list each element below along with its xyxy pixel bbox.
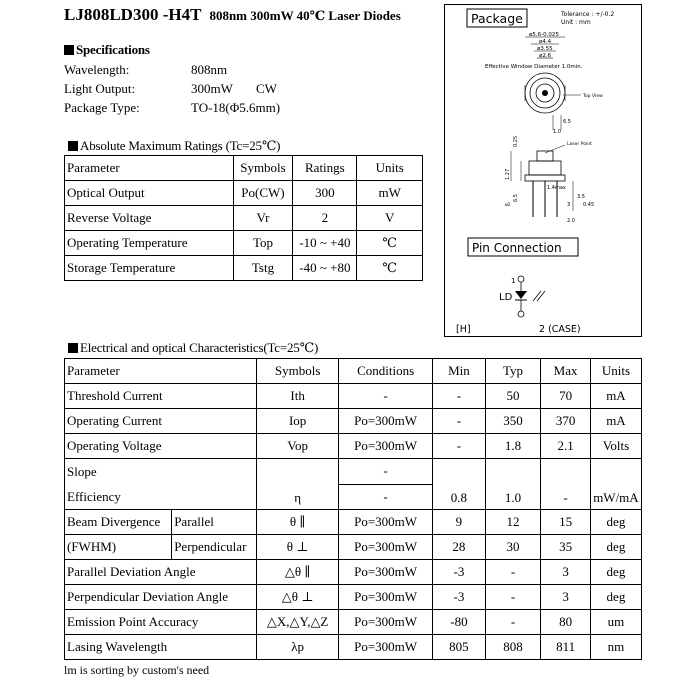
header-cell: Units [590, 359, 641, 384]
table-cell: Parallel Deviation Angle [65, 560, 257, 585]
table-cell: Emission Point Accuracy [65, 610, 257, 635]
pin-connection-label: Pin Connection [472, 241, 562, 255]
table-cell: Threshold Current [65, 384, 257, 409]
table-cell: deg [590, 585, 641, 610]
table-cell: mA [590, 409, 641, 434]
dim-label: 1.27 [505, 168, 511, 180]
table-row [65, 409, 642, 434]
spec-value-wavelength: 808nm [191, 62, 228, 77]
dim-label: ø3.55 [537, 46, 553, 52]
package-diagram [445, 5, 641, 336]
table-cell: Vr [233, 206, 293, 231]
square-bullet-icon [68, 343, 78, 353]
header-cell: Min [433, 359, 486, 384]
header-cell: Symbols [233, 156, 293, 181]
dim-label: ø5.6-0.025 [529, 32, 559, 38]
table-cell: 805 [433, 635, 486, 660]
table-cell: Lasing Wavelength [65, 635, 257, 660]
table-row [65, 181, 423, 206]
table-cell: nm [590, 635, 641, 660]
table-row [65, 459, 642, 485]
dim-label: ø2.6 [539, 53, 552, 59]
table-cell: △θ ∥ [257, 560, 339, 585]
table-cell: Vop [257, 434, 339, 459]
table-cell: 3 [541, 585, 591, 610]
table-cell: 0.8 [433, 459, 486, 510]
top-view-drawing [525, 73, 603, 113]
table-cell: -3 [433, 585, 486, 610]
table-cell: - [339, 459, 433, 485]
table-cell: um [590, 610, 641, 635]
header-cell: Parameter [65, 359, 257, 384]
table-cell: Po(CW) [233, 181, 293, 206]
table-cell: Po=300mW [339, 585, 433, 610]
page-title [64, 5, 401, 25]
window-note: Effective Window Diameter 1.0min. [485, 64, 583, 70]
electrical-table [64, 358, 642, 660]
table-cell: deg [590, 560, 641, 585]
table-cell: Tstg [233, 256, 293, 281]
table-cell: Po=300mW [339, 635, 433, 660]
table-cell: V [357, 206, 423, 231]
dim-label: 6.5 [513, 194, 519, 202]
dim-label: 1.0 [553, 129, 561, 135]
spec-label-package-type: Package Type: [64, 100, 140, 115]
header-cell: Parameter [65, 156, 234, 181]
table-cell: (FWHM) [65, 535, 172, 560]
table-cell: - [339, 484, 433, 510]
table-cell: △X,△Y,△Z [257, 610, 339, 635]
laser-diode-symbol [515, 276, 545, 317]
dim-label: 3 [567, 202, 571, 208]
product-title: LJ808LD300 -H4T [64, 5, 202, 24]
table-header-row [65, 156, 423, 181]
table-cell: Optical Output [65, 181, 234, 206]
product-subtitle: 808nm 300mW 40℃ Laser Diodes [209, 8, 401, 23]
table-row [65, 585, 642, 610]
table-row [65, 510, 642, 535]
table-cell: 35 [541, 535, 591, 560]
table-cell: △θ ⊥ [257, 585, 339, 610]
table-cell: mW [357, 181, 423, 206]
table-cell: Storage Temperature [65, 256, 234, 281]
table-cell: 811 [541, 635, 591, 660]
table-cell: Top [233, 231, 293, 256]
table-cell: Po=300mW [339, 409, 433, 434]
table-cell: Perpendicular [172, 535, 257, 560]
table-cell: Parallel [172, 510, 257, 535]
table-cell: 70 [541, 384, 591, 409]
dim-label: 0.45 [583, 202, 595, 208]
table-cell: -80 [433, 610, 486, 635]
header-cell: Max [541, 359, 591, 384]
header-cell: Conditions [339, 359, 433, 384]
table-cell: Po=300mW [339, 535, 433, 560]
pin-1-label: 1 [511, 277, 516, 285]
table-cell: 12 [485, 510, 541, 535]
table-cell: θ ∥ [257, 510, 339, 535]
slope-label: Slope [67, 464, 97, 479]
table-cell: ℃ [357, 231, 423, 256]
table-cell: Po=300mW [339, 434, 433, 459]
table-cell: Perpendicular Deviation Angle [65, 585, 257, 610]
table-cell: 2.1 [541, 434, 591, 459]
table-cell: 3 [541, 560, 591, 585]
table-cell: - [433, 434, 486, 459]
table-cell: - [485, 585, 541, 610]
dim-label: ø4.4 [539, 39, 552, 45]
table-cell: -3 [433, 560, 486, 585]
table-cell: 1.8 [485, 434, 541, 459]
table-row [65, 535, 642, 560]
top-view-label: Top View [583, 94, 603, 99]
table-cell: 9 [433, 510, 486, 535]
abs-max-table [64, 155, 423, 281]
table-cell: ℃ [357, 256, 423, 281]
table-cell: 808 [485, 635, 541, 660]
table-cell: Operating Current [65, 409, 257, 434]
spec-label-light-output: Light Output: [64, 81, 136, 96]
header-cell: Ratings [293, 156, 357, 181]
specifications-heading: Specifications [64, 42, 150, 58]
table-cell: - [485, 560, 541, 585]
table-row [65, 206, 423, 231]
table-cell: 300 [293, 181, 357, 206]
table-cell: Iop [257, 409, 339, 434]
table-cell: - [485, 610, 541, 635]
dim-label: 3.5 [577, 194, 585, 200]
spec-label-wavelength: Wavelength: [64, 62, 130, 77]
table-row [65, 434, 642, 459]
dim-label: 0.25 [513, 135, 519, 147]
header-cell: Typ [485, 359, 541, 384]
spec-value-light-output: 300mW [191, 81, 233, 96]
header-cell: Units [357, 156, 423, 181]
table-cell: Po=300mW [339, 560, 433, 585]
dim-label: 6.5 [563, 119, 571, 125]
table-cell [65, 459, 257, 510]
square-bullet-icon [68, 141, 78, 151]
spec-value-package-type: TO-18(Φ5.6mm) [191, 100, 281, 115]
table-cell: - [433, 384, 486, 409]
table-cell: Operating Temperature [65, 231, 234, 256]
header-cell: Symbols [257, 359, 339, 384]
table-cell: 50 [485, 384, 541, 409]
table-row [65, 610, 642, 635]
table-cell: mA [590, 384, 641, 409]
table-cell: 15 [541, 510, 591, 535]
table-cell: - [433, 409, 486, 434]
table-cell: Volts [590, 434, 641, 459]
table-cell: Reverse Voltage [65, 206, 234, 231]
table-cell: 2 [293, 206, 357, 231]
table-row [65, 231, 423, 256]
pin-2-case-label: 2 (CASE) [539, 324, 581, 335]
table-cell: 28 [433, 535, 486, 560]
table-cell: Operating Voltage [65, 434, 257, 459]
laser-point-label: Laser Point [567, 142, 592, 147]
abs-max-heading: Absolute Maximum Ratings (Tc=25℃) [68, 138, 280, 154]
table-cell: Ith [257, 384, 339, 409]
table-cell: 1.0 [485, 459, 541, 510]
package-label: Package [471, 11, 523, 26]
dim-label: 1.4max [547, 185, 566, 191]
table-cell: Po=300mW [339, 510, 433, 535]
table-cell: deg [590, 510, 641, 535]
table-row [65, 635, 642, 660]
h-label: [H] [456, 324, 471, 335]
table-cell: deg [590, 535, 641, 560]
table-cell: Beam Divergence [65, 510, 172, 535]
efficiency-label: Efficiency [67, 489, 121, 504]
table-cell: -40 ~ +80 [293, 256, 357, 281]
dim-label: ø2 [505, 203, 511, 208]
spec-extra-light-output: CW [256, 81, 277, 96]
electrical-heading: Electrical and optical Characteristics(Tc=25℃) [68, 340, 318, 356]
ld-label: LD [499, 292, 513, 303]
table-cell: 80 [541, 610, 591, 635]
table-cell: -10 ~ +40 [293, 231, 357, 256]
footnote: lm is sorting by custom's need [64, 663, 210, 677]
table-cell: - [541, 459, 591, 510]
table-cell: 350 [485, 409, 541, 434]
table-cell: 30 [485, 535, 541, 560]
table-cell: λp [257, 635, 339, 660]
table-cell: η [257, 459, 339, 510]
table-row [65, 256, 423, 281]
table-cell: 370 [541, 409, 591, 434]
table-row [65, 384, 642, 409]
table-header-row [65, 359, 642, 384]
table-cell: θ ⊥ [257, 535, 339, 560]
table-cell: mW/mA [590, 459, 641, 510]
unit-note: Unit : mm [561, 19, 591, 26]
square-bullet-icon [64, 45, 74, 55]
dim-label: 2.0 [567, 218, 575, 224]
table-cell: Po=300mW [339, 610, 433, 635]
side-view-drawing [511, 141, 595, 217]
package-drawing-panel [444, 4, 642, 337]
table-row [65, 560, 642, 585]
table-cell: - [339, 384, 433, 409]
tolerance-note: Tolerance : +/-0.2 [561, 11, 615, 18]
